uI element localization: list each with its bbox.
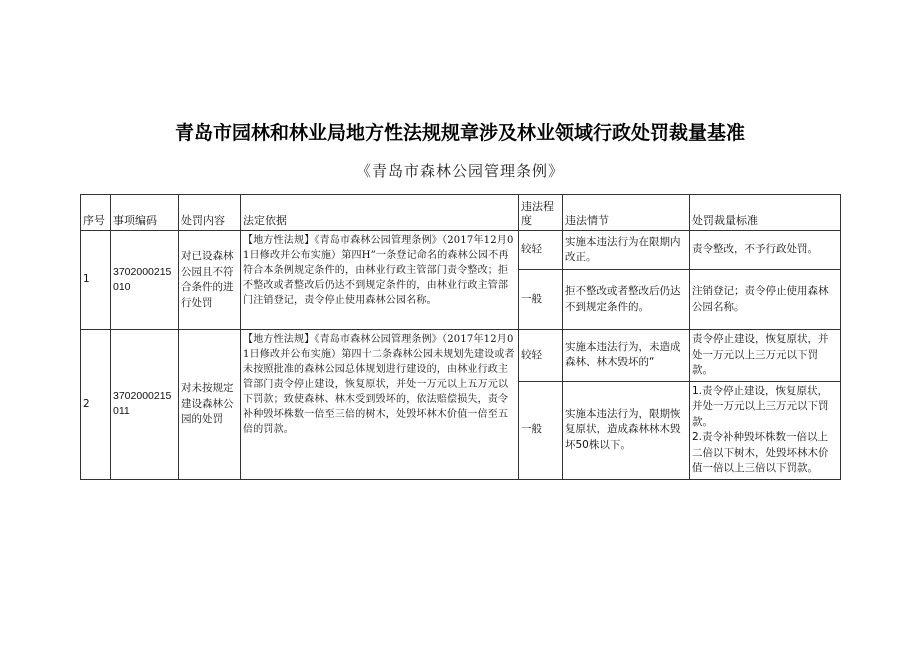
item-code: 3702000215010 (111, 231, 179, 330)
item-content: 对未按规定建设森林公园的处罚 (179, 330, 241, 480)
item-legal-basis: 【地方性法规】《青岛市森林公园管理条例》（2017年12月01日修改并公布实施）第四H”一条登记命名的森林公园不再符合本条例规定条件的，由林业行政主管部门责令整改；拒不整改或者整改后仍达不到规定条件的，由林业行政主管部门注销登记，责令停止使用森林公园名称。 (241, 231, 519, 330)
penalty-standard-table (80, 194, 841, 480)
header-standard: 处罚裁量标准 (690, 195, 841, 231)
item-standard (690, 330, 841, 382)
item-standard (690, 270, 841, 330)
item-degree: 一般 (519, 270, 563, 330)
header-code: 事项编码 (111, 195, 179, 231)
standard-line: 责令整改，不予行政处罚。 (692, 243, 818, 256)
item-standard (690, 381, 841, 479)
item-circumstance: 拒不整改或者整改后仍达不到规定条件的。 (563, 270, 690, 330)
item-content: 对已设森林公园且不符合条件的进行处罚 (179, 231, 241, 330)
item-degree: 一般 (519, 381, 563, 479)
header-index: 序号 (81, 195, 111, 231)
item-degree: 较轻 (519, 231, 563, 270)
header-content: 处罚内容 (179, 195, 241, 231)
item-index: 1 (81, 231, 111, 330)
item-circumstance: 实施本违法行为在限期内改正。 (563, 231, 690, 270)
header-circumstance: 违法情节 (563, 195, 690, 231)
item-code: 3702000215011 (111, 330, 179, 480)
item-circumstance: 实施本违法行为，限期恢复原状，造成森林林木毁坏50株以下。 (563, 381, 690, 479)
regulation-subtitle: 《青岛市森林公园管理条例》 (355, 162, 564, 180)
item-legal-basis: 【地方性法规】《青岛市森林公园管理条例》（2017年12月01日修改并公布实施）第四十二条森林公园未规划先建设或者未按照批准的森林公园总体规划进行建设的，由林业行政主管部门责令停止建设，恢复原状，并处一万元以上五万元以下罚款；致使森林、林木受到毁坏的，依法赔偿损失，责令补种毁坏株数一倍至三倍的树木，处毁坏林木价值一倍至五倍的罚款。 (241, 330, 519, 480)
table-row (81, 231, 841, 270)
item-circumstance: 实施本违法行为，未造成森林、林木毁坏的“ (563, 330, 690, 382)
item-standard (690, 231, 841, 270)
standard-line: 2.责令补种毁坏株数一倍以上二倍以下树木，处毁坏林木价值一倍以上三倍以下罚款。 (692, 431, 829, 474)
item-degree: 较轻 (519, 330, 563, 382)
standard-line: 责令停止建设，恢复原状，并处一万元以上三万元以下罚款。 (692, 333, 829, 376)
table-row (81, 330, 841, 382)
table-header-row (81, 195, 841, 231)
header-basis: 法定依据 (241, 195, 519, 231)
page-title: 青岛市园林和林业局地方性法规规章涉及林业领域行政处罚裁量基准 (174, 122, 745, 144)
item-index: 2 (81, 330, 111, 480)
standard-line: 1.责令停止建设，恢复原状，并处一万元以上三万元以下罚款。 (692, 384, 829, 428)
header-degree: 违法程度 (519, 195, 563, 231)
standard-line: 注销登记；责令停止使用森林公园名称。 (692, 285, 829, 313)
